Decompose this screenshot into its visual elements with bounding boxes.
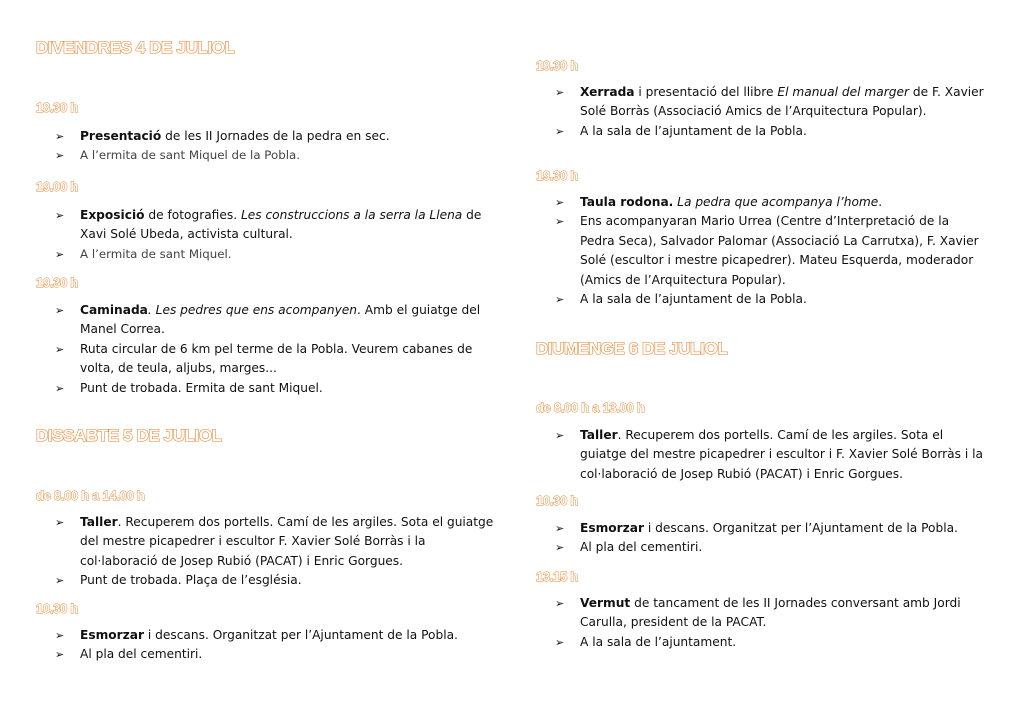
arrowhead-bullet-icon: ➢ xyxy=(555,196,565,209)
arrowhead-bullet-icon: ➢ xyxy=(55,130,65,143)
arrowhead-bullet-icon: ➢ xyxy=(55,342,65,356)
time-heading: 19.30 h xyxy=(36,275,78,290)
day-heading-saturday: DISSABTE 5 DE JULIOL xyxy=(36,426,222,445)
list-item: ➢ A la sala de l’ajuntament. xyxy=(536,633,986,652)
list-item: ➢ Exposició de fotografies. Les construccions a la serra la Llena de Xavi Solé Ubeda, activista cultural. xyxy=(55,208,482,242)
arrowhead-bullet-icon: ➢ xyxy=(555,293,565,307)
arrowhead-bullet-icon: ➢ xyxy=(55,629,65,642)
arrowhead-bullet-icon: ➢ xyxy=(55,381,65,395)
day-heading-friday: DIVENDRES 4 DE JULIOL xyxy=(36,38,235,57)
list-item: ➢ Vermut de tancament de les II Jornades conversant amb Jordi Carulla, president de la PACAT. xyxy=(555,596,961,630)
arrowhead-bullet-icon: ➢ xyxy=(555,124,565,138)
event-list xyxy=(36,301,506,398)
event-list xyxy=(536,594,986,652)
list-item: ➢ Esmorzar i descans. Organitzat per l’Ajuntament de la Pobla. xyxy=(36,626,506,645)
list-item: ➢ Punt de trobada. Ermita de sant Miquel. xyxy=(36,379,506,398)
time-heading: 10.30 h xyxy=(536,493,578,508)
time-heading: 18.30 h xyxy=(36,100,78,115)
event-list xyxy=(36,127,506,166)
arrowhead-bullet-icon: ➢ xyxy=(555,522,565,535)
list-item: ➢ Ruta circular de 6 km pel terme de la Pobla. Veurem cabanes de volta, de teula, aljubs, marges... xyxy=(55,341,473,376)
list-item: ➢ Punt de trobada. Plaça de l’església. xyxy=(36,571,506,590)
time-heading: de 8.00 h a 14.00 h xyxy=(36,488,145,503)
arrowhead-bullet-icon: ➢ xyxy=(555,541,565,555)
list-item: ➢ Taller. Recuperem dos portells. Camí de les argiles. Sota el guiatge del mestre picapedrer i escultor i F. Xavier Solé Borràs i la col·laboració de Josep Rubió (PACAT) i Enric Gorgues. xyxy=(555,428,983,481)
event-list xyxy=(36,513,506,591)
arrowhead-bullet-icon: ➢ xyxy=(555,215,565,229)
arrowhead-bullet-icon: ➢ xyxy=(555,86,565,99)
list-item: ➢ Presentació de les II Jornades de la pedra en sec. xyxy=(36,127,506,146)
list-item: ➢ Al pla del cementiri. xyxy=(536,538,986,557)
time-heading: 13.15 h xyxy=(536,569,578,584)
arrowhead-bullet-icon: ➢ xyxy=(55,304,65,317)
arrowhead-bullet-icon: ➢ xyxy=(555,429,565,442)
time-heading: 18.30 h xyxy=(536,58,578,73)
arrowhead-bullet-icon: ➢ xyxy=(55,516,65,529)
list-item: ➢ Taula rodona. La pedra que acompanya l’home. xyxy=(536,193,986,212)
event-list xyxy=(536,519,986,558)
list-item: ➢ Taller. Recuperem dos portells. Camí de les argiles. Sota el guiatge del mestre picapedrer i escultor F. Xavier Solé Borràs i la col·laboració de Josep Rubió (PACAT) i Enric Gorgues. xyxy=(55,515,494,568)
list-item: ➢ Caminada. Les pedres que ens acompanyen. Amb el guiatge del Manel Correa. xyxy=(55,303,481,337)
event-list xyxy=(536,83,986,141)
arrowhead-bullet-icon: ➢ xyxy=(55,247,65,261)
arrowhead-bullet-icon: ➢ xyxy=(55,209,65,222)
event-list xyxy=(36,626,506,665)
list-item: ➢ Xerrada i presentació del llibre El manual del marger de F. Xavier Solé Borràs (Associació Amics de l’Arquitectura Popular). xyxy=(555,85,984,119)
time-heading: 19.00 h xyxy=(36,179,78,194)
arrowhead-bullet-icon: ➢ xyxy=(55,574,65,588)
day-heading-sunday: DIUMENGE 6 DE JULIOL xyxy=(536,339,728,358)
list-item: ➢ Esmorzar i descans. Organitzat per l’Ajuntament de la Pobla. xyxy=(536,519,986,538)
list-item: ➢ Ens acompanyaran Mario Urrea (Centre d’Interpretació de la Pedra Seca), Salvador Palomar (Associació La Carrutxa), F. Xavier Solé (escultor i mestre picapedrer). Mateu Esquerda, moderador (Amics de l’Arquitectura Popular). xyxy=(555,214,979,287)
arrowhead-bullet-icon: ➢ xyxy=(555,597,565,610)
arrowhead-bullet-icon: ➢ xyxy=(55,149,65,163)
event-list xyxy=(536,426,986,484)
list-item: ➢ A l’ermita de sant Miquel de la Pobla. xyxy=(36,146,506,165)
list-item: ➢ A la sala de l’ajuntament de la Pobla. xyxy=(536,290,986,309)
arrowhead-bullet-icon: ➢ xyxy=(55,648,65,662)
event-list xyxy=(36,206,506,264)
arrowhead-bullet-icon: ➢ xyxy=(555,635,565,649)
time-heading: 10.30 h xyxy=(36,601,78,616)
time-heading: 19.30 h xyxy=(536,168,578,183)
time-heading: de 8.00 h a 13.00 h xyxy=(536,400,645,415)
list-item: ➢ Al pla del cementiri. xyxy=(36,645,506,664)
list-item: ➢ A la sala de l’ajuntament de la Pobla. xyxy=(536,122,986,141)
event-list xyxy=(536,193,986,309)
list-item: ➢ A l’ermita de sant Miquel. xyxy=(36,245,506,264)
